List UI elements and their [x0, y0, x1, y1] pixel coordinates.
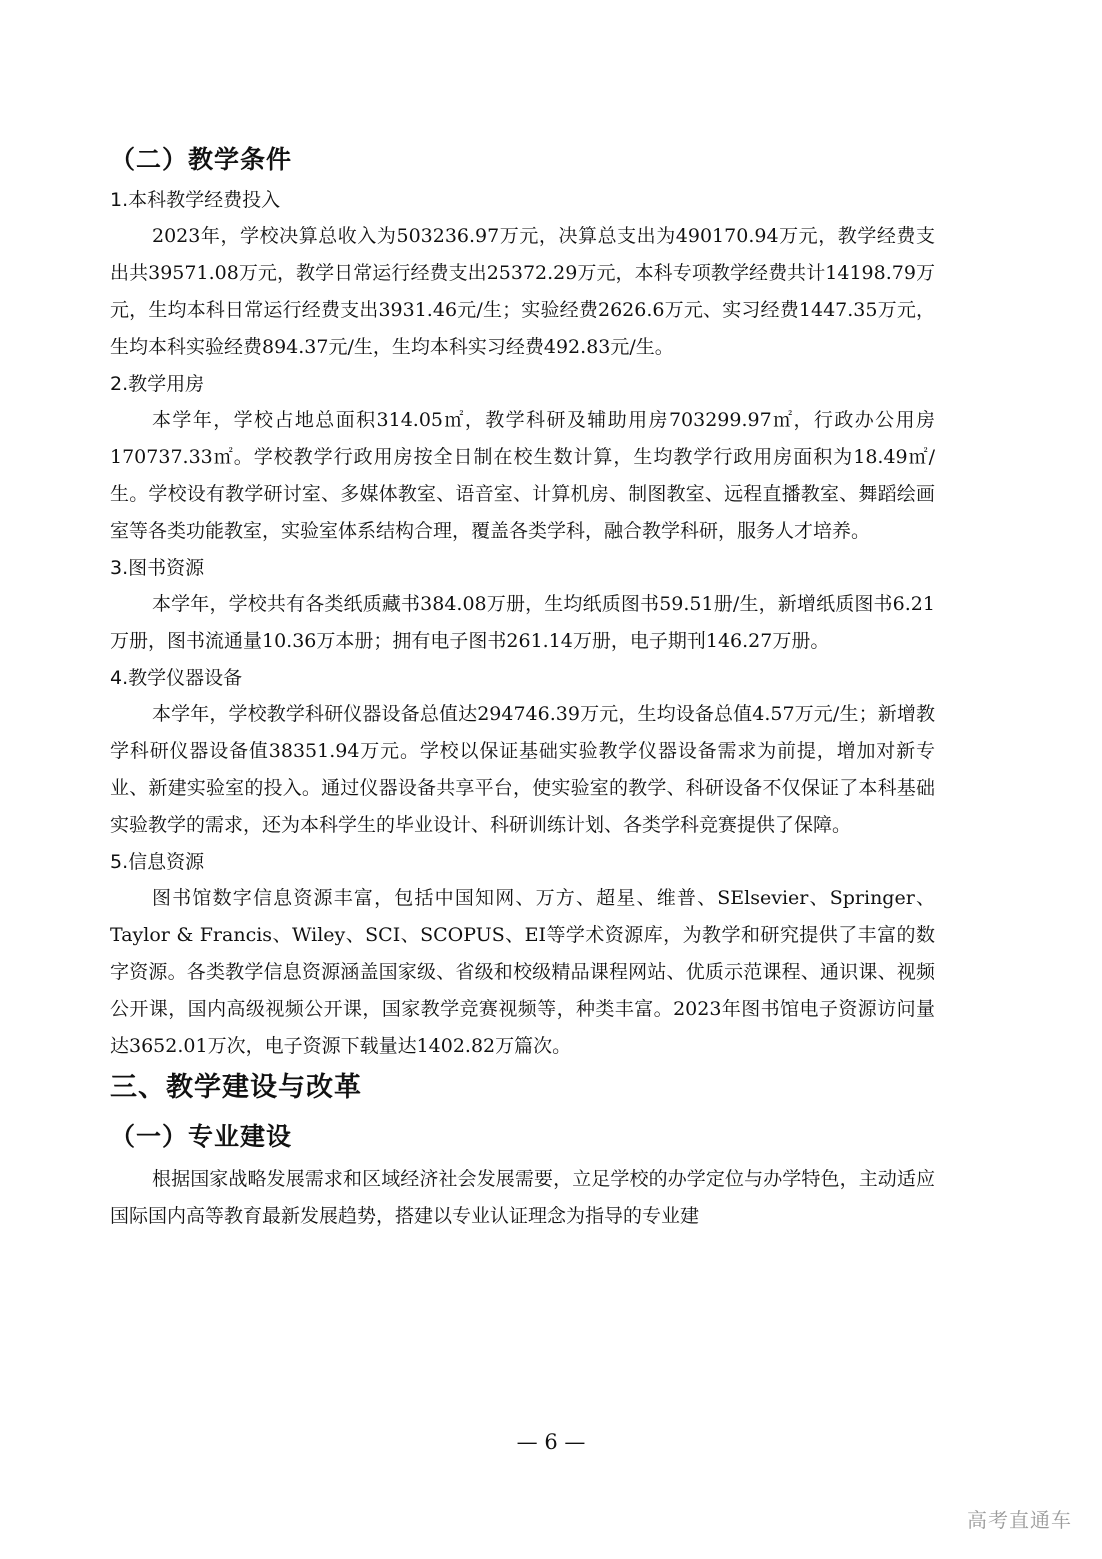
watermark-text: 高考直通车	[967, 1508, 1072, 1532]
paragraph-information: 图书馆数字信息资源丰富，包括中国知网、万方、超星、维普、SElsevier、Springer、Taylor & Francis、Wiley、SCI、SCOPUS、EI等学术资源库，为教学和研究提供了丰富的数字资源。各类教学信息资源涵盖国家级、省级和校级精品课程网站、优质示范课程、通识课、视频公开课，国内高级视频公开课，国家教学竞赛视频等，种类丰富。2023年图书馆电子资源访问量达3652.01万次，电子资源下载量达1402.82万篇次。	[110, 887, 935, 1057]
document-page	[110, 140, 935, 1235]
paragraph-equipment: 本学年，学校教学科研仪器设备总值达294746.39万元，生均设备总值4.57万元/生；新增教学科研仪器设备值38351.94万元。学校以保证基础实验教学仪器设备需求为前提，增加对新专业、新建实验室的投入。通过仪器设备共享平台，使实验室的教学、科研设备不仅保证了本科基础实验教学的需求，还为本科学生的毕业设计、科研训练计划、各类学科竞赛提供了保障。	[110, 703, 935, 836]
heading-library: 3.图书资源	[110, 557, 205, 579]
paragraph-buildings: 本学年，学校占地总面积314.05㎡，教学科研及辅助用房703299.97㎡，行政办公用房170737.33㎡。学校教学行政用房按全日制在校生数计算，生均教学行政用房面积为18.49㎡/生。学校设有教学研讨室、多媒体教室、语音室、计算机房、制图教室、远程直播教室、舞蹈绘画室等各类功能教室，实验室体系结构合理，覆盖各类学科，融合教学科研，服务人才培养。	[110, 409, 935, 542]
chapter-title-reform: 三、教学建设与改革	[110, 1072, 362, 1103]
paragraph-major-construction: 根据国家战略发展需求和区域经济社会发展需要，立足学校的办学定位与办学特色，主动适应国际国内高等教育最新发展趋势，搭建以专业认证理念为指导的专业建	[110, 1168, 935, 1227]
heading-equipment: 4.教学仪器设备	[110, 667, 243, 689]
page-number: — 6 —	[516, 1430, 586, 1454]
paragraph-library: 本学年，学校共有各类纸质藏书384.08万册，生均纸质图书59.51册/生，新增纸质图书6.21万册，图书流通量10.36万本册；拥有电子图书261.14万册，电子期刊146.27万册。	[110, 593, 935, 652]
heading-buildings: 2.教学用房	[110, 373, 205, 395]
heading-information: 5.信息资源	[110, 851, 205, 873]
paragraph-funding: 2023年，学校决算总收入为503236.97万元，决算总支出为490170.94万元，教学经费支出共39571.08万元，教学日常运行经费支出25372.29万元，本科专项教学经费共计14198.79万元，生均本科日常运行经费支出3931.46元/生；实验经费2626.6万元、实习经费1447.35万元，生均本科实验经费894.37元/生，生均本科实习经费492.83元/生。	[110, 225, 935, 358]
section-title-major-construction: （一）专业建设	[110, 1122, 293, 1151]
section-title-teaching-conditions: （二）教学条件	[110, 145, 293, 174]
heading-funding: 1.本科教学经费投入	[110, 189, 281, 211]
